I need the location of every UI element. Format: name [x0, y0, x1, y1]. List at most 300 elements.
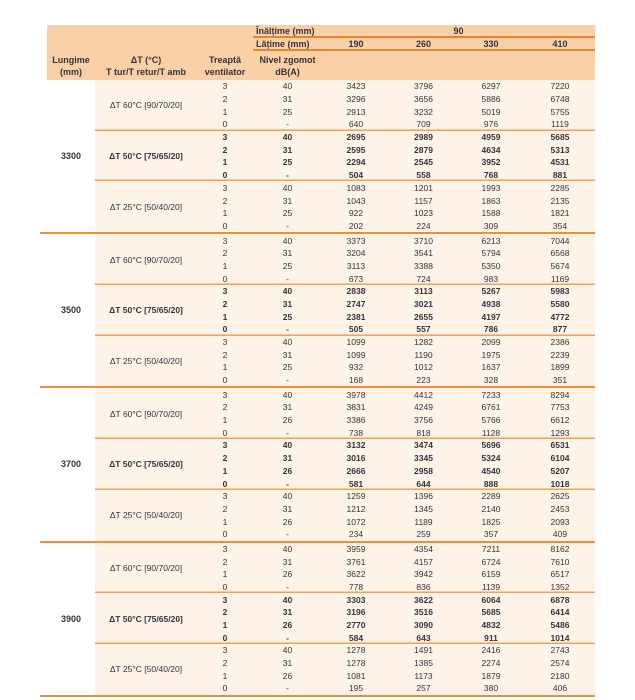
noise-level-cell: 31: [282, 248, 293, 259]
value-cell: 922: [348, 208, 364, 219]
value-cell: 3016: [346, 453, 366, 464]
lungime-cell: 3300: [60, 151, 82, 162]
noise-level-cell: 31: [282, 298, 293, 309]
value-cell: 3710: [414, 235, 433, 246]
value-cell: 4157: [414, 556, 433, 567]
value-cell: 4531: [550, 157, 570, 168]
fan-speed-cell: 0: [222, 220, 228, 231]
value-cell: 1259: [346, 491, 366, 502]
value-cell: 7220: [550, 81, 570, 92]
value-cell: 195: [348, 683, 364, 694]
column-header-line: T tur/T retur/T amb: [105, 67, 186, 77]
table-row: [197, 515, 595, 528]
value-cell: 4354: [414, 543, 433, 554]
value-cell: 1975: [481, 349, 501, 360]
dt-group: [95, 388, 595, 439]
value-cell: 4249: [414, 402, 433, 413]
table-row: [197, 323, 595, 336]
table-row: [197, 194, 595, 207]
value-cell: 223: [416, 375, 431, 386]
value-cell: 558: [416, 170, 431, 181]
value-cell: 1072: [346, 516, 366, 527]
noise-level-cell: 26: [282, 415, 293, 426]
table-row: [197, 80, 595, 93]
value-cell: 5886: [481, 94, 501, 105]
width-header-value: 410: [552, 39, 568, 49]
fan-speed-cell: 1: [222, 311, 228, 322]
dt-group: [95, 234, 595, 285]
dt-label: ΔT 50°C [75/65/20]: [109, 459, 183, 470]
value-cell: 644: [416, 478, 431, 489]
lungime-cell: 3500: [60, 305, 82, 316]
dt-group: [95, 543, 595, 594]
length-section: [40, 80, 595, 234]
fan-speed-cell: 1: [222, 260, 228, 271]
value-cell: 8162: [550, 543, 570, 554]
value-cell: 6104: [550, 453, 570, 464]
value-cell: 1588: [481, 208, 501, 219]
width-header-value: 330: [483, 39, 499, 49]
value-cell: 5207: [550, 465, 570, 476]
value-cell: 328: [483, 375, 499, 386]
length-section: [40, 234, 595, 388]
noise-level-cell: 25: [282, 260, 293, 271]
noise-level-cell: -: [286, 119, 289, 130]
table-row: [197, 131, 595, 144]
length-section: [40, 388, 595, 542]
value-cell: 6761: [481, 402, 501, 413]
column-header-line: ΔT (°C): [130, 55, 162, 65]
fan-speed-cell: 3: [222, 182, 228, 193]
value-cell: 3132: [346, 440, 366, 451]
noise-level-cell: 40: [282, 81, 293, 92]
value-cell: 1014: [550, 632, 570, 643]
noise-level-cell: -: [286, 478, 289, 489]
column-header-lungime: [47, 52, 95, 80]
table-row: [197, 272, 595, 285]
value-cell: 3373: [346, 235, 366, 246]
noise-level-cell: 31: [282, 453, 293, 464]
value-cell: 1278: [346, 658, 366, 669]
noise-level-cell: -: [286, 375, 289, 386]
value-cell: 584: [348, 632, 364, 643]
column-header-dt: [95, 52, 197, 80]
value-cell: 778: [348, 581, 364, 592]
noise-level-cell: 26: [282, 569, 293, 580]
value-cell: 2989: [414, 132, 433, 143]
value-cell: 1993: [481, 182, 501, 193]
group-rows: [197, 543, 595, 594]
value-cell: 2294: [346, 157, 366, 168]
table-row: [197, 657, 595, 670]
value-cell: 3474: [414, 440, 433, 451]
value-cell: 309: [483, 220, 499, 231]
table-row: [197, 528, 595, 541]
table-row: [197, 207, 595, 220]
value-cell: 2140: [481, 503, 501, 514]
value-cell: 5674: [550, 260, 570, 271]
dt-group: [95, 439, 595, 490]
noise-level-cell: 26: [282, 670, 293, 681]
fan-speed-cell: 2: [222, 503, 228, 514]
length-section: [40, 543, 595, 697]
noise-level-cell: -: [286, 683, 289, 694]
table-row: [197, 143, 595, 156]
noise-level-cell: 40: [282, 491, 293, 502]
value-cell: 3113: [414, 286, 433, 297]
table-row: [197, 619, 595, 632]
value-cell: 1352: [550, 581, 570, 592]
table-header: [47, 25, 595, 80]
value-cell: 5983: [550, 286, 570, 297]
value-cell: 5685: [481, 607, 501, 618]
fan-speed-cell: 2: [222, 349, 228, 360]
group-rows: [197, 131, 595, 182]
column-header-line: dB(A): [275, 67, 300, 77]
value-cell: 2958: [414, 465, 433, 476]
noise-level-cell: -: [286, 324, 289, 335]
group-rows: [197, 336, 595, 387]
value-cell: 3388: [414, 260, 433, 271]
value-cell: 357: [483, 529, 499, 540]
value-cell: 4634: [481, 144, 501, 155]
value-cell: 380: [483, 683, 499, 694]
value-cell: 2574: [550, 658, 570, 669]
fan-speed-cell: 1: [222, 670, 228, 681]
value-cell: 1157: [414, 195, 433, 206]
value-cell: 3345: [414, 453, 433, 464]
value-cell: 3796: [414, 81, 433, 92]
table-row: [197, 388, 595, 401]
value-cell: 2695: [346, 132, 366, 143]
value-cell: 5267: [481, 286, 501, 297]
group-rows: [197, 285, 595, 336]
value-cell: 1012: [414, 362, 433, 373]
column-header-treapta: [197, 52, 253, 80]
table-row: [197, 452, 595, 465]
table-row: [197, 644, 595, 657]
dt-groups: [95, 234, 595, 386]
dt-label: ΔT 50°C [75/65/20]: [109, 613, 183, 624]
fan-speed-cell: 3: [222, 491, 228, 502]
table-body: [40, 80, 595, 697]
noise-level-cell: 31: [282, 195, 293, 206]
fan-speed-cell: 3: [222, 543, 228, 554]
noise-level-cell: 40: [282, 389, 293, 400]
table-row: [197, 426, 595, 439]
table-row: [197, 682, 595, 695]
header-row-inaltime: [253, 25, 595, 38]
value-cell: 738: [348, 427, 364, 438]
width-header-value: 260: [415, 39, 432, 49]
value-cell: 6414: [550, 607, 570, 618]
dt-label: ΔT 25°C [50/40/20]: [109, 356, 183, 367]
value-cell: 504: [348, 170, 364, 181]
value-cell: 1278: [346, 645, 366, 656]
value-cell: 709: [416, 119, 431, 130]
value-cell: 2655: [414, 311, 433, 322]
fan-speed-cell: 0: [222, 478, 228, 489]
value-cell: 5685: [550, 132, 570, 143]
value-cell: 557: [416, 324, 431, 335]
fan-speed-cell: 1: [222, 620, 228, 631]
noise-level-cell: 40: [282, 645, 293, 656]
table-row: [197, 93, 595, 106]
value-cell: 768: [483, 170, 499, 181]
fan-speed-cell: 2: [222, 195, 228, 206]
fan-speed-cell: 1: [222, 208, 228, 219]
dt-group: [95, 80, 595, 131]
dt-group: [95, 285, 595, 336]
table-row: [197, 220, 595, 233]
value-cell: 406: [552, 683, 568, 694]
fan-speed-cell: 2: [222, 658, 228, 669]
dt-label: ΔT 60°C [90/70/20]: [109, 254, 183, 265]
table-row: [197, 503, 595, 516]
dt-groups: [95, 543, 595, 695]
value-cell: 1128: [481, 427, 501, 438]
fan-speed-cell: 2: [222, 453, 228, 464]
noise-level-cell: 25: [282, 106, 293, 117]
value-cell: 2093: [550, 516, 570, 527]
value-cell: 6517: [550, 569, 570, 580]
fan-speed-cell: 1: [222, 106, 228, 117]
column-header-line: Nivel zgomot: [259, 55, 316, 65]
value-cell: 202: [348, 220, 364, 231]
value-cell: 6568: [550, 248, 570, 259]
table-row: [197, 361, 595, 374]
value-cell: 5313: [550, 144, 570, 155]
value-cell: 1396: [414, 491, 433, 502]
value-cell: 2285: [550, 182, 570, 193]
value-cell: 5019: [481, 106, 501, 117]
noise-level-cell: 40: [282, 235, 293, 246]
value-cell: 673: [348, 273, 364, 284]
group-rows: [197, 490, 595, 541]
fan-speed-cell: 3: [222, 440, 228, 451]
width-header-value: 190: [348, 39, 364, 49]
fan-speed-cell: 0: [222, 529, 228, 540]
value-cell: 3959: [346, 543, 366, 554]
fan-speed-cell: 2: [222, 556, 228, 567]
value-cell: 5580: [550, 298, 570, 309]
table-row: [197, 105, 595, 118]
value-cell: 3756: [414, 415, 433, 426]
group-rows: [197, 593, 595, 644]
dt-group: [95, 593, 595, 644]
value-cell: 888: [483, 478, 499, 489]
table-row: [197, 669, 595, 682]
dt-group: [95, 644, 595, 695]
value-cell: 1081: [346, 670, 366, 681]
fan-speed-cell: 3: [222, 132, 228, 143]
value-cell: 2099: [481, 337, 501, 347]
lungime-cell: 3700: [60, 459, 82, 470]
value-cell: 3952: [481, 157, 501, 168]
value-cell: 4412: [414, 389, 433, 400]
value-cell: 1345: [414, 503, 433, 514]
value-cell: 8294: [550, 389, 570, 400]
value-cell: 724: [416, 273, 431, 284]
value-cell: 3423: [346, 81, 366, 92]
value-cell: 2381: [346, 311, 366, 322]
table-row: [197, 464, 595, 477]
value-cell: 3622: [346, 569, 366, 580]
value-cell: 1190: [414, 349, 433, 360]
value-cell: 5794: [481, 248, 501, 259]
value-cell: 3204: [346, 248, 366, 259]
value-cell: 3303: [346, 594, 366, 605]
value-cell: 5696: [481, 440, 501, 451]
fan-speed-cell: 3: [222, 286, 228, 297]
value-cell: 2545: [414, 157, 433, 168]
noise-level-cell: 25: [282, 311, 293, 322]
value-cell: 3516: [414, 607, 433, 618]
table-row: [197, 439, 595, 452]
group-rows: [197, 80, 595, 131]
fan-speed-cell: 1: [222, 569, 228, 580]
value-cell: 6612: [550, 415, 570, 426]
table-row: [197, 593, 595, 606]
value-cell: 5350: [481, 260, 501, 271]
fan-speed-cell: 3: [222, 337, 228, 347]
dt-label: ΔT 60°C [90/70/20]: [109, 100, 183, 111]
group-rows: [197, 439, 595, 490]
value-cell: 1637: [481, 362, 501, 373]
dt-group: [95, 336, 595, 387]
dt-groups: [95, 80, 595, 232]
value-cell: 6878: [550, 594, 570, 605]
noise-level-cell: 25: [282, 362, 293, 373]
value-cell: 1018: [550, 478, 570, 489]
value-cell: 2239: [550, 349, 570, 360]
value-cell: 1863: [481, 195, 501, 206]
value-cell: 1899: [550, 362, 570, 373]
table-row: [197, 606, 595, 619]
value-cell: 1099: [346, 349, 366, 360]
table-row: [197, 298, 595, 311]
value-cell: 2386: [550, 337, 570, 347]
value-cell: 6159: [481, 569, 501, 580]
noise-level-cell: 26: [282, 465, 293, 476]
value-cell: 234: [348, 529, 364, 540]
table-row: [197, 414, 595, 427]
value-cell: 224: [416, 220, 431, 231]
noise-level-cell: -: [286, 632, 289, 643]
group-rows: [197, 181, 595, 232]
value-cell: 2416: [481, 645, 501, 656]
table-row: [197, 247, 595, 260]
column-header-line: Lungime: [52, 55, 90, 65]
table-row: [197, 336, 595, 349]
value-cell: 1212: [346, 503, 366, 514]
value-cell: 1385: [414, 658, 433, 669]
value-cell: 581: [348, 478, 364, 489]
value-cell: 505: [348, 324, 364, 335]
value-cell: 2879: [414, 144, 433, 155]
value-cell: 2180: [550, 670, 570, 681]
value-cell: 1169: [550, 273, 570, 284]
value-cell: 3978: [346, 389, 366, 400]
value-cell: 6213: [481, 235, 501, 246]
inaltime-value: 90: [453, 26, 464, 36]
value-cell: 1189: [414, 516, 433, 527]
table-row: [197, 631, 595, 644]
dt-group: [95, 490, 595, 541]
value-cell: 7044: [550, 235, 570, 246]
value-cell: 3656: [414, 94, 433, 105]
value-cell: 786: [483, 324, 499, 335]
noise-level-cell: -: [286, 427, 289, 438]
group-rows: [197, 234, 595, 285]
fan-speed-cell: 1: [222, 415, 228, 426]
fan-speed-cell: 1: [222, 465, 228, 476]
fan-speed-cell: 0: [222, 273, 228, 284]
value-cell: 4540: [481, 465, 501, 476]
fan-speed-cell: 1: [222, 157, 228, 168]
value-cell: 2595: [346, 144, 366, 155]
column-header-line: ventilator: [204, 67, 246, 77]
inaltime-label: Înălțime (mm): [256, 26, 315, 36]
value-cell: 1282: [414, 337, 433, 347]
value-cell: 2274: [481, 658, 501, 669]
value-cell: 3541: [414, 248, 433, 259]
noise-level-cell: 31: [282, 556, 293, 567]
dt-label: ΔT 25°C [50/40/20]: [109, 201, 183, 212]
value-cell: 3232: [414, 106, 433, 117]
noise-level-cell: 31: [282, 144, 293, 155]
table-row: [197, 543, 595, 556]
fan-speed-cell: 2: [222, 248, 228, 259]
group-rows: [197, 388, 595, 439]
value-cell: 976: [483, 119, 499, 130]
fan-speed-cell: 3: [222, 81, 228, 92]
value-cell: 6724: [481, 556, 501, 567]
fan-speed-cell: 1: [222, 362, 228, 373]
value-cell: 3196: [346, 607, 366, 618]
value-cell: 6531: [550, 440, 570, 451]
table-row: [197, 260, 595, 273]
noise-level-cell: -: [286, 581, 289, 592]
value-cell: 2913: [346, 106, 366, 117]
value-cell: 1083: [346, 182, 366, 193]
value-cell: 2743: [550, 645, 570, 656]
value-cell: 1293: [550, 427, 570, 438]
fan-speed-cell: 2: [222, 144, 228, 155]
dt-label: ΔT 25°C [50/40/20]: [109, 664, 183, 675]
table-row: [197, 169, 595, 182]
value-cell: 983: [483, 273, 499, 284]
fan-speed-cell: 0: [222, 119, 228, 130]
noise-level-cell: 40: [282, 337, 293, 347]
value-cell: 881: [552, 170, 568, 181]
value-cell: 1023: [414, 208, 433, 219]
table-row: [197, 285, 595, 298]
value-cell: 2770: [346, 620, 366, 631]
noise-level-cell: 40: [282, 440, 293, 451]
value-cell: 354: [552, 220, 568, 231]
table-row: [197, 310, 595, 323]
dt-label: ΔT 60°C [90/70/20]: [109, 408, 183, 419]
table-row: [197, 490, 595, 503]
fan-speed-cell: 0: [222, 170, 228, 181]
value-cell: 257: [416, 683, 431, 694]
value-cell: 5324: [481, 453, 501, 464]
value-cell: 818: [416, 427, 431, 438]
value-cell: 409: [552, 529, 568, 540]
value-cell: 3296: [346, 94, 366, 105]
value-cell: 1139: [481, 581, 501, 592]
